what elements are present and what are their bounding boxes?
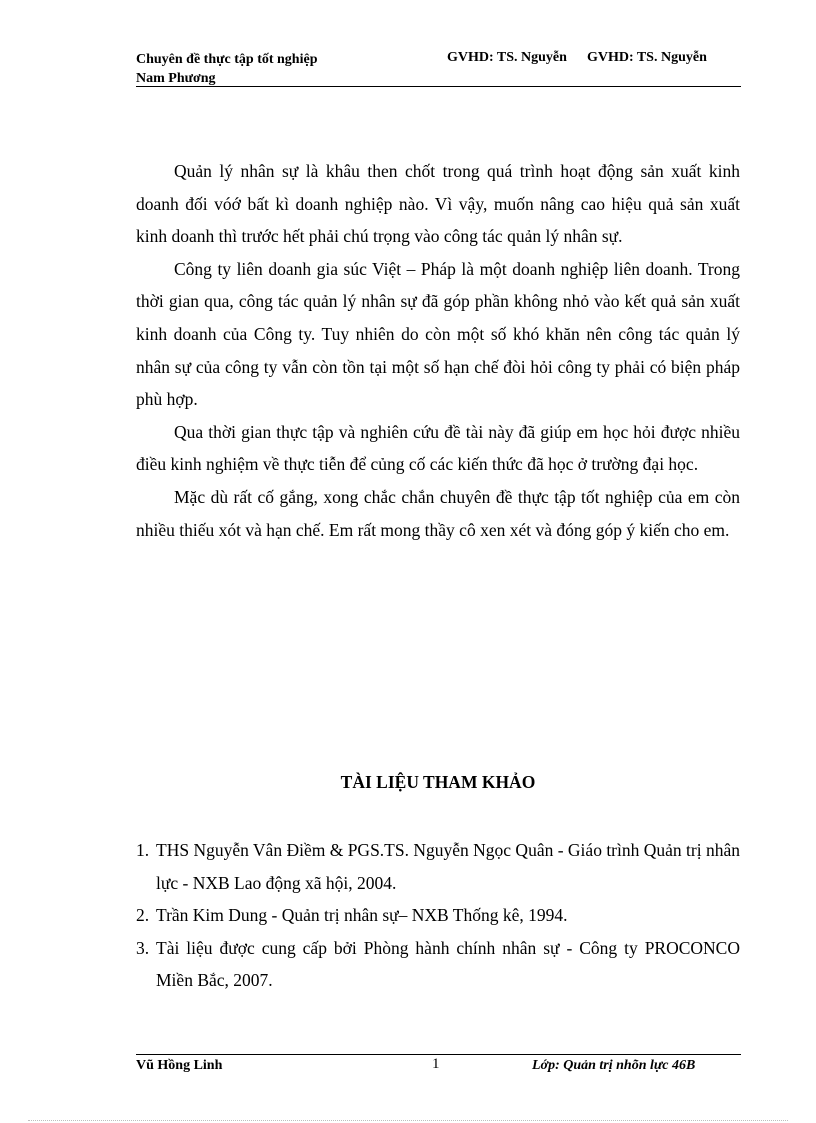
paragraph: Công ty liên doanh gia súc Việt – Pháp là một doanh nghiệp liên doanh. Trong thời gian qua, công tác quản lý nhân sự đã góp phần không nhỏ vào kết quả sản xuất kinh doanh của Công ty. Tuy nhiên do còn một số khó khăn nên công tác quản lý nhân sự của công ty vẫn còn tồn tại một số hạn chế đòi hỏi công ty phải có biện pháp phù hợp. bbox=[136, 258, 740, 410]
reference-text: Tài liệu được cung cấp bởi Phòng hành chính nhân sự - Công ty PROCONCO Miền Bắc, 2007. bbox=[156, 937, 740, 991]
reference-text: THS Nguyễn Vân Điềm & PGS.TS. Nguyễn Ngọc Quân - Giáo trình Quản trị nhân lực - NXB Lao động xã hội, 2004. bbox=[156, 840, 740, 893]
header-right bbox=[447, 50, 707, 66]
reference-number: 1. bbox=[136, 840, 150, 860]
header-subtitle: Nam Phương bbox=[136, 71, 216, 86]
page-edge-divider bbox=[28, 1120, 788, 1121]
header-advisor-2: GVHD: TS. Nguyễn bbox=[586, 50, 707, 65]
paragraph: Mặc dù rất cố gắng, xong chắc chắn chuyên đề thực tập tốt nghiệp của em còn nhiều thiếu xót và hạn chế. Em rất mong thầy cô xen xét và đóng góp ý kiến cho em. bbox=[136, 486, 740, 540]
header-left bbox=[136, 50, 436, 88]
conclusion-body bbox=[136, 155, 740, 546]
header-rule bbox=[136, 86, 741, 87]
paragraph: Qua thời gian thực tập và nghiên cứu đề tài này đã giúp em học hỏi được nhiều điều kinh nghiệm về thực tiễn để củng cố các kiến thức đã học ở trường đại học. bbox=[136, 421, 740, 475]
footer-author: Vũ Hồng Linh bbox=[136, 1058, 223, 1073]
references-list bbox=[136, 834, 740, 997]
footer-class: Lớp: Quản trị nhõn lực 46B bbox=[532, 1058, 696, 1073]
header-advisor-1: GVHD: TS. Nguyễn bbox=[447, 50, 567, 65]
page-number: 1 bbox=[432, 1056, 440, 1072]
reference-item bbox=[136, 932, 740, 997]
reference-number: 3. bbox=[136, 937, 150, 958]
references-title: TÀI LIỆU THAM KHẢO bbox=[340, 772, 536, 792]
reference-item bbox=[136, 834, 740, 899]
footer-rule bbox=[136, 1054, 741, 1055]
reference-number: 2. bbox=[136, 905, 150, 926]
header-title: Chuyên đề thực tập tốt nghiệp bbox=[136, 52, 318, 67]
paragraph: Quản lý nhân sự là khâu then chốt trong quá trình hoạt động sản xuất kinh doanh đối vóớ bất kì doanh nghiệp nào. Vì vậy, muốn nâng cao hiệu quả sản xuất kinh doanh thì trước hết phải chú trọng vào công tác quản lý nhân sự. bbox=[136, 161, 740, 247]
reference-item bbox=[136, 899, 740, 932]
reference-text: Trần Kim Dung - Quản trị nhân sự– NXB Thống kê, 1994. bbox=[156, 905, 568, 926]
